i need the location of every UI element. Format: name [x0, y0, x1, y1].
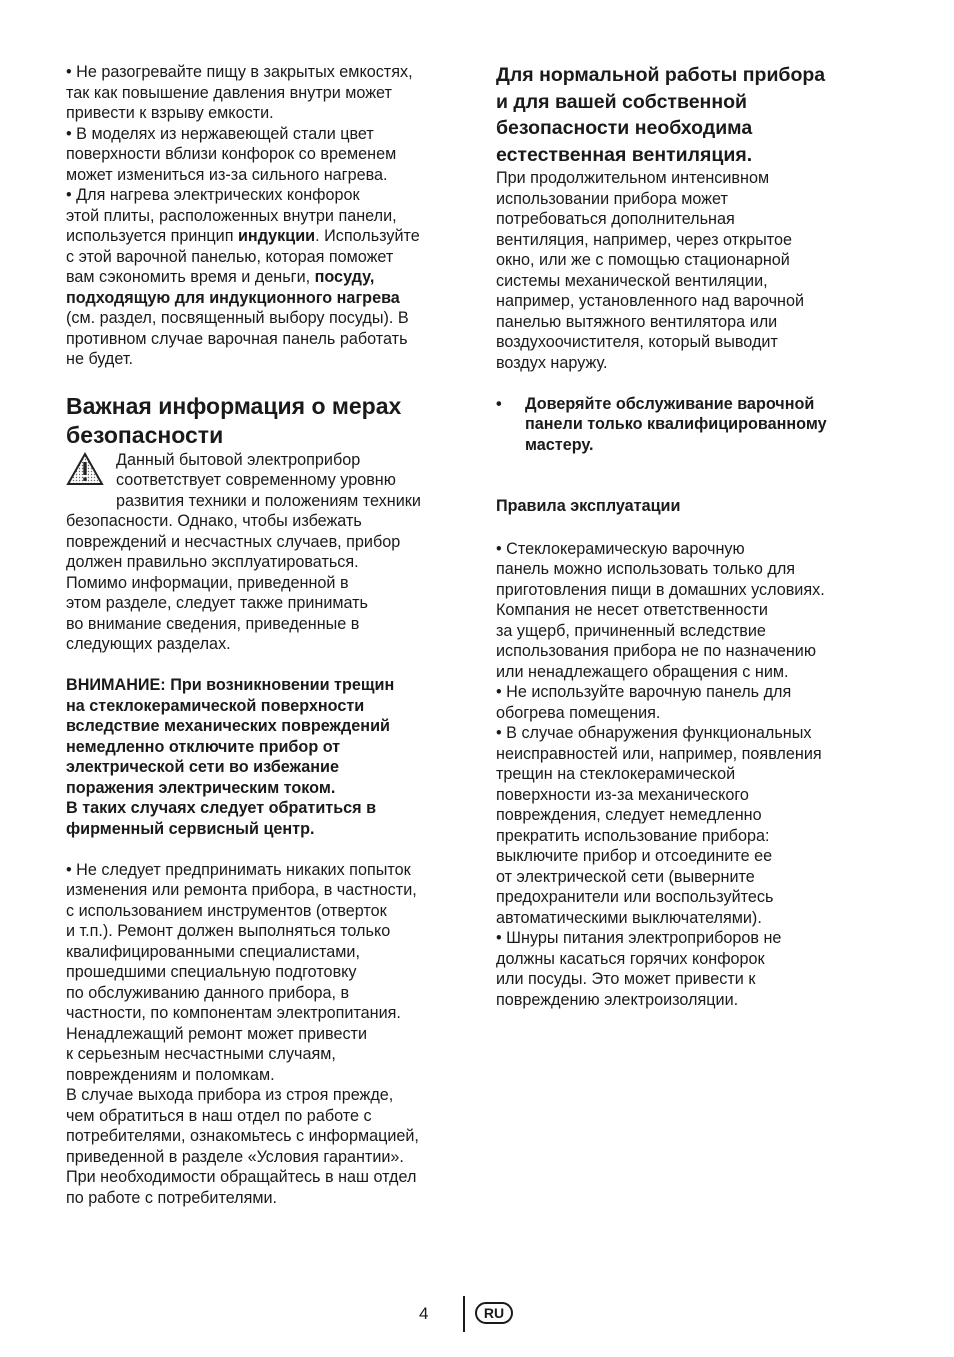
- right-column: [496, 62, 896, 1010]
- intro-paragraph: [66, 62, 466, 370]
- footer-divider: [463, 1296, 465, 1332]
- language-badge: RU: [475, 1302, 513, 1324]
- repair-paragraph: • Не следует предпринимать никаких попыток изменения или ремонта прибора, в частности, с использованием инструментов (отверток и т.п.). Ремонт должен выполняться только квалифицированными специалистами, прошедшими специальную подготовку по обслуживанию данного прибора, в частности, по компонентам электропитания. Ненадлежащий ремонт может привести к серьезным несчастными случаям, повреждениям и поломкам. В случае выхода прибора из строя прежде, чем обратиться в наш отдел по работе с потребителями, ознакомьтесь с информацией, приведенной в разделе «Условия гарантии». При необходимости обращайтесь в наш отдел по работе с потребителями.: [66, 860, 419, 1207]
- ventilation-paragraph: При продолжительном интенсивном использовании прибора может потребоваться дополнительная вентиляция, например, через открытое окно, или же с помощью стационарной системы механической вентиляции, например, установленного над варочной панелью вытяжного вентилятора или воздухоочистителя, который выводит воздух наружу.: [496, 169, 805, 372]
- bullet-marker: •: [496, 394, 502, 413]
- left-column: [66, 62, 466, 1208]
- warning-paragraph: ВНИМАНИЕ: При возникновении трещин на стеклокерамической поверхности вследствие механических повреждений немедленно отключите прибор от электрической сети во избежание поражения электрическим током. В таких случаях следует обратиться в фирменный сервисный центр.: [66, 676, 395, 838]
- rules-paragraph: • Стеклокерамическую варочную панель можно использовать только для приготовления пищи в домашних условиях. Компания не несет ответственности за ущерб, причиненный вследствие использования прибора не по назначению или ненадлежащего обращения с ним. • Не используйте варочную панель для обогрева помещения. • В случае обнаружения функциональных неисправностей или, например, появления трещин на стеклокерамической поверхности из-за механического повреждения, следует немедленно прекратить использование прибора: выключите прибор и отсоедините ее от электрической сети (выверните предохранители или воспользуйтесь автоматическими выключателями). • Шнуры питания электроприборов не должны касаться горячих конфорок или посуды. Это может привести к повреждению электроизоляции.: [496, 539, 825, 1009]
- service-bullet-item: [496, 394, 896, 456]
- intro-bold-cookware: посуду, подходящую для индукционного нагрева: [66, 268, 400, 307]
- page-footer: [0, 1296, 954, 1336]
- safety-intro-rest: безопасности. Однако, чтобы избежать повреждений и несчастных случаев, прибор должен правильно эксплуатироваться. Помимо информации, приведенной в этом разделе, следует также принимать во внимание сведения, приведенные в следующих разделах.: [66, 512, 401, 653]
- intro-bold-induction: индукции: [237, 227, 316, 245]
- rules-title: Правила эксплуатации: [496, 497, 681, 515]
- intro-text-2: . Используйте с этой варочной панелью, которая поможет вам сэкономить время и деньги,: [66, 227, 420, 286]
- safety-intro-indented: Данный бытовой электроприбор соответствует современному уровню развития техники и положениям техники: [116, 450, 421, 510]
- safety-intro: [66, 450, 466, 655]
- ventilation-title: Для нормальной работы прибора и для вашей собственной безопасности необходима естественная вентиляция.: [496, 64, 826, 166]
- intro-text-3: (см. раздел, посвященный выбору посуды). В противном случае варочная панель работать не будет.: [66, 309, 409, 368]
- intro-text-1: • Не разогревайте пищу в закрытых емкостях, так как повышение давления внутри может привести к взрыву емкости. • В моделях из нержавеющей стали цвет поверхности вблизи конфорок со временем может измениться из-за сильного нагрева. • Для нагрева электрических конфорок этой плиты, расположенных внутри панели, используется принцип: [66, 63, 413, 245]
- warning-triangle-icon: [66, 452, 104, 486]
- service-text: Доверяйте обслуживание варочной панели только квалифицированному мастеру.: [525, 394, 827, 454]
- safety-title: Важная информация о мерах безопасности: [66, 392, 402, 448]
- page-number: 4: [419, 1304, 429, 1323]
